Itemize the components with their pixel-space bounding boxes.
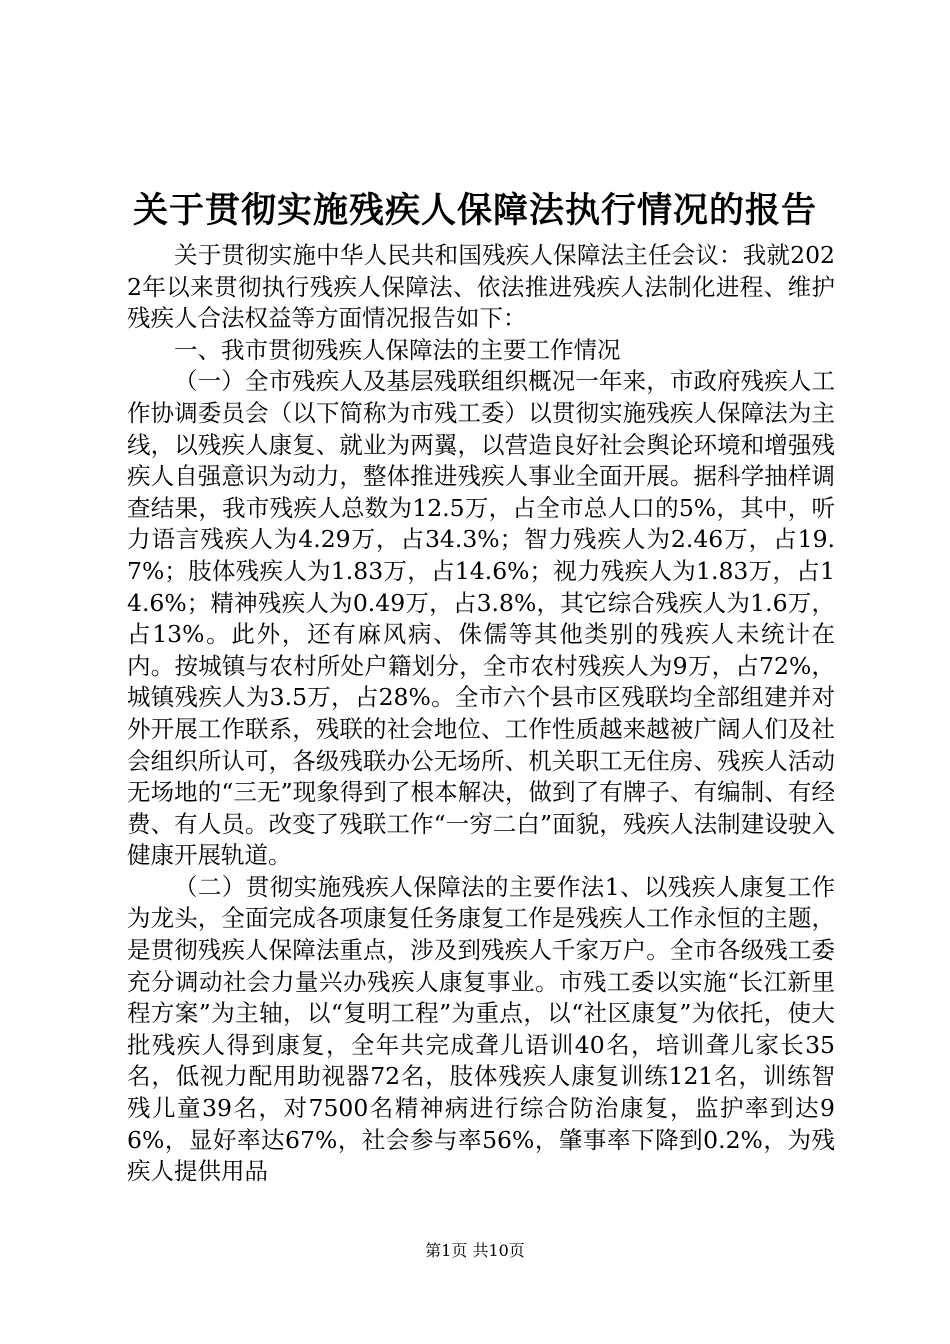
- document-title: 关于贯彻实施残疾人保障法执行情况的报告: [132, 191, 817, 231]
- document-body: [127, 240, 835, 1188]
- paragraph-intro: 关于贯彻实施中华人民共和国残疾人保障法主任会议：我就2022年以来贯彻执行残疾人保障法、依法推进残疾人法制化进程、维护残疾人合法权益等方面情况报告如下：: [127, 241, 835, 333]
- section-heading-1: 一、我市贯彻残疾人保障法的主要工作情况: [174, 335, 621, 364]
- paragraph-overview: （一）全市残疾人及基层残联组织概况一年来，市政府残疾人工作协调委员会（以下简称为市残工委）以贯彻实施残疾人保障法为主线，以残疾人康复、就业为两翼，以营造良好社会舆论环境和增强残疾人自强意识为动力，整体推进残疾人事业全面开展。据科学抽样调查结果，我市残疾人总数为12.5万，占全市总人口的5%，其中，听力语言残疾人为4.29万，占34.3%；智力残疾人为2.46万，占19.7%；肢体残疾人为1.83万，占14.6%；视力残疾人为1.83万，占14.6%；精神残疾人为0.49万，占3.8%，其它综合残疾人为1.6万，占13%。此外，还有麻风病、侏儒等其他类别的残疾人未统计在内。按城镇与农村所处户籍划分，全市农村残疾人为9万，占72%，城镇残疾人为3.5万，占28%。全市六个县市区残联均全部组建并对外开展工作联系，残联的社会地位、工作性质越来越被广阔人们及社会组织所认可，各级残联办公无场所、机关职工无住房、残疾人活动无场地的“三无”现象得到了根本解决，做到了有牌子、有编制、有经费、有人员。改变了残联工作“一穷二白”面貌，残疾人法制建设驶入健康开展轨道。: [127, 367, 835, 870]
- paragraph-measures: （二）贯彻实施残疾人保障法的主要作法1、以残疾人康复工作为龙头，全面完成各项康复任务康复工作是残疾人工作永恒的主题，是贯彻残疾人保障法重点，涉及到残疾人千家万户。全市各级残工委充分调动社会力量兴办残疾人康复事业。市残工委以实施“长江新里程方案”为主轴，以“复明工程”为重点，以“社区康复”为依托，使大批残疾人得到康复，全年共完成聋儿语训40名，培训聋儿家长35名，低视力配用助视器72名，肢体残疾人康复训练121名，训练智残儿童39名，对7500名精神病进行综合防治康复，监护率到达96%，显好率达67%，社会参与率56%，肇事率下降到0.2%，为残疾人提供用品: [127, 872, 835, 1186]
- page-footer: 第1页 共10页: [425, 1241, 525, 1260]
